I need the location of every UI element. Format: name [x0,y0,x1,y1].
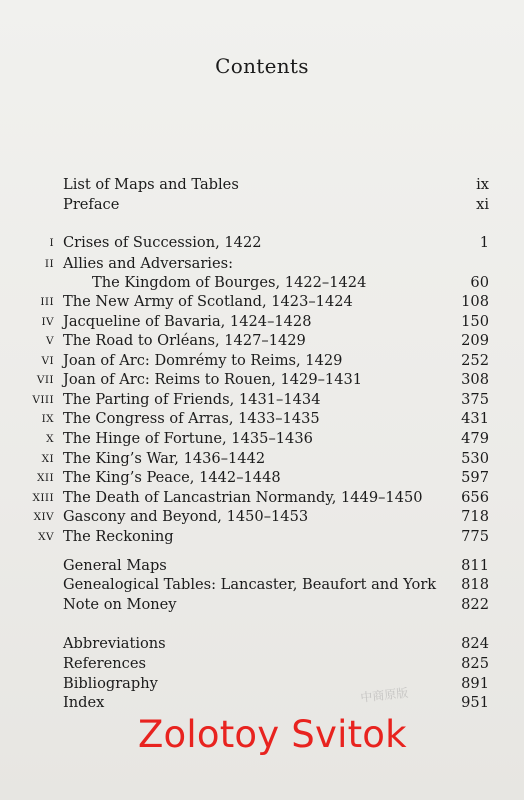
page-number: 824 [461,635,489,652]
chapter-number: VI [41,355,54,367]
entry-title: Joan of Arc: Reims to Rouen, 1429–1431 [63,371,363,388]
chapter-number: IV [41,316,54,328]
entry-title: List of Maps and Tables [63,176,239,193]
toc-entry [0,255,524,273]
chapter-number: II [44,258,54,270]
chapter-number: VIII [32,394,54,406]
toc-entry [0,391,524,409]
entry-title: The Road to Orléans, 1427–1429 [63,332,306,349]
entry-title: The Kingdom of Bourges, 1422–1424 [92,274,367,291]
page-number: 60 [470,274,489,291]
seller-stamp: 中商原版 [359,685,409,705]
page-number: 811 [461,557,489,574]
page-number: 891 [461,675,489,692]
entry-title: Index [63,694,105,711]
entry-title: Genealogical Tables: Lancaster, Beaufort and York [63,576,437,593]
page-number: 308 [461,371,489,388]
entry-title: The King’s Peace, 1442–1448 [63,469,281,486]
toc-entry [0,596,524,614]
entry-title: The Congress of Arras, 1433–1435 [63,410,320,427]
page-number: 252 [461,352,489,369]
page-number: 775 [461,528,489,545]
chapter-number: V [46,335,54,347]
chapter-number: I [49,237,54,249]
toc-entry [0,371,524,389]
toc-entry [0,450,524,468]
entry-title: References [63,655,146,672]
entry-title: The New Army of Scotland, 1423–1424 [63,293,353,310]
page-number: 951 [461,694,489,711]
page-number: 822 [461,596,489,613]
chapter-number: X [46,433,54,445]
entry-title: The Reckoning [63,528,174,545]
page-number: 479 [461,430,489,447]
watermark-text: Zolotoy Svitok [138,713,407,756]
page-number: 108 [461,293,489,310]
toc-entry [0,557,524,575]
toc-entry [0,352,524,370]
page-number: 818 [461,576,489,593]
entry-title: The King’s War, 1436–1442 [63,450,266,467]
entry-title: The Death of Lancastrian Normandy, 1449–1450 [63,489,423,506]
toc-entry [0,528,524,546]
toc-entry [0,332,524,350]
page-number: 1 [479,234,489,251]
page-number: 597 [461,469,489,486]
entry-title: The Parting of Friends, 1431–1434 [63,391,321,408]
page-number: 431 [461,410,489,427]
toc-entry [0,234,524,252]
toc-entry [0,576,524,594]
page-number: 656 [461,489,489,506]
entry-title: Bibliography [63,675,158,692]
page-number: 150 [461,313,489,330]
toc-entry [0,508,524,526]
entry-title: The Hinge of Fortune, 1435–1436 [63,430,313,447]
chapter-number: XI [41,453,54,465]
entry-title: Abbreviations [63,635,166,652]
toc-entry [0,274,524,292]
entry-title: Preface [63,196,120,213]
toc-entry [0,293,524,311]
entry-title: Joan of Arc: Domrémy to Reims, 1429 [63,352,343,369]
page-number: 530 [461,450,489,467]
chapter-number: XV [38,531,54,543]
toc-entry [0,635,524,653]
toc-entry [0,655,524,673]
toc-entry [0,410,524,428]
chapter-number: XII [37,472,54,484]
toc-entry [0,313,524,331]
entry-title: Note on Money [63,596,177,613]
page-number: ix [476,176,489,193]
toc-entry [0,196,524,214]
entry-title: General Maps [63,557,167,574]
toc-entry [0,489,524,507]
entry-title: Jacqueline of Bavaria, 1424–1428 [63,313,312,330]
page-title: Contents [215,54,309,78]
chapter-number: XIII [32,492,54,504]
page-number: xi [476,196,489,213]
chapter-number: III [40,296,54,308]
chapter-number: IX [41,413,54,425]
entry-title: Allies and Adversaries: [63,255,234,272]
entry-title: Crises of Succession, 1422 [63,234,262,251]
page-number: 718 [461,508,489,525]
page-number: 375 [461,391,489,408]
toc-entry [0,430,524,448]
entry-title: Gascony and Beyond, 1450–1453 [63,508,309,525]
page-number: 825 [461,655,489,672]
toc-entry [0,469,524,487]
page-number: 209 [461,332,489,349]
toc-entry [0,176,524,194]
chapter-number: VII [36,374,54,386]
chapter-number: XIV [33,511,54,523]
